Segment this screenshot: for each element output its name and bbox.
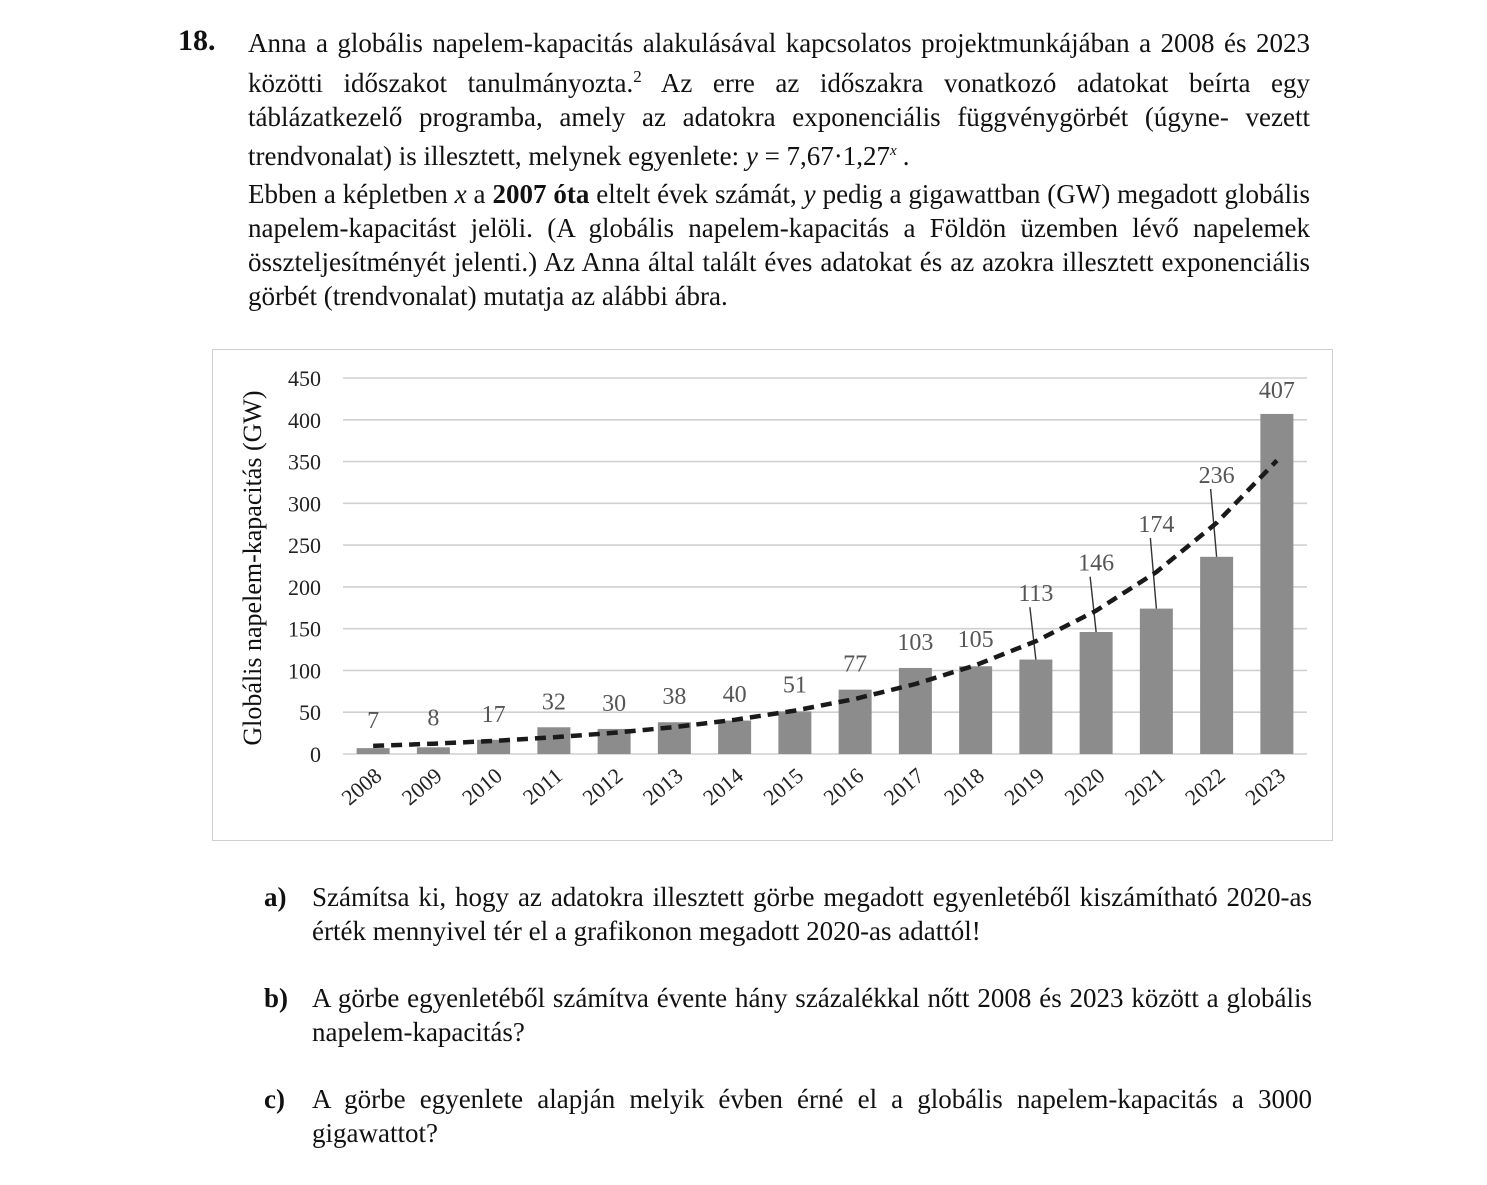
y-tick-label: 350 (288, 449, 321, 475)
formula-exponent: x (890, 143, 897, 159)
bar-2021 (1140, 609, 1173, 754)
x-tick-label: 2011 (517, 762, 568, 810)
problem-intro (248, 26, 1310, 313)
footnote-marker: 2 (633, 67, 642, 86)
bar-2018 (959, 666, 992, 754)
leader-layer (1030, 489, 1217, 660)
intro-paragraph-1 (248, 26, 1310, 173)
x-tick-label: 2009 (396, 762, 447, 811)
x-tick-label: 2015 (758, 762, 809, 811)
p2-text-b: a (466, 179, 493, 209)
data-label: 30 (602, 690, 627, 717)
x-tick-label: 2010 (457, 762, 507, 811)
x-tick-label: 2019 (999, 762, 1050, 811)
p2-text-d: pedig a gigawattban (GW) megadott globális napelem-kapacitást jelöli. (A globális napelem-kapacitás a Földön üzemben lévő napelemek összteljesítményét jelenti.) Az Anna által talált éves adatokat és az azokra illesztett exponenciális görbét (trendvonalat) mutatja az alábbi ábra. (248, 179, 1310, 311)
p2-x: x (454, 179, 467, 209)
data-label: 51 (782, 672, 807, 699)
y-tick-label: 0 (310, 742, 321, 767)
question-b-text: A görbe egyenletéből számítva évente hány százalékkal nőtt 2008 és 2023 között a globális napelem-kapacitás? (312, 983, 1312, 1047)
data-label: 146 (1078, 550, 1115, 577)
data-label: 105 (957, 627, 994, 654)
x-tick-label: 2014 (698, 762, 748, 811)
label-leader-2019 (1030, 607, 1036, 659)
question-c (264, 1082, 1312, 1150)
intro-line-1: Anna a globális napelem-kapacitás alakulásával kapcsolatos projektmunkájában a 2008 (248, 28, 1215, 58)
bar-2023 (1260, 414, 1293, 754)
y-tick-label: 150 (288, 616, 321, 642)
x-tick-label: 2023 (1240, 762, 1291, 811)
question-a-text: Számítsa ki, hogy az adatokra illesztett görbe megadott egyenletéből kiszámítható 2020-as érték mennyivel tér el a grafikonon megadott 2020-as adattól! (312, 882, 1312, 946)
intro-line-4: vezett trendvonalat) is illesztett, melynek egyenlete: (248, 102, 1311, 171)
data-label: 32 (541, 689, 566, 716)
data-label: 40 (722, 681, 747, 708)
data-label: 17 (481, 701, 506, 728)
data-label: 174 (1138, 512, 1175, 539)
problem-number: 18. (178, 24, 216, 57)
x-tick-label: 2016 (818, 762, 869, 811)
bar-2014 (718, 721, 751, 754)
data-label: 77 (843, 651, 868, 678)
p2-bold: 2007 óta (492, 179, 590, 209)
question-b-label: b) (264, 983, 289, 1013)
formula-end: . (902, 141, 910, 171)
data-label: 8 (427, 705, 440, 732)
p2-text-c: eltelt évek számát, (589, 179, 804, 209)
x-tick-label: 2012 (577, 762, 628, 811)
label-leader-2020 (1090, 577, 1096, 632)
y-tick-label: 200 (288, 574, 321, 600)
y-tick-label: 250 (288, 533, 321, 559)
x-tick-label: 2013 (637, 762, 688, 811)
bar-2009 (417, 747, 450, 754)
chart-frame (212, 349, 1333, 841)
question-c-text: A görbe egyenlete alapján melyik évben érné el a globális napelem-kapacitás a 3000 gigawattot? (312, 1084, 1312, 1148)
data-label: 407 (1258, 377, 1295, 404)
bar-2008 (357, 748, 390, 754)
bar-2020 (1080, 632, 1113, 754)
x-tick-label: 2020 (1059, 762, 1110, 811)
formula-lhs: y (745, 141, 758, 171)
y-tick-label: 450 (288, 366, 321, 391)
question-c-label: c) (264, 1084, 285, 1114)
data-label: 38 (662, 684, 687, 711)
bar-2022 (1200, 557, 1233, 754)
y-tick-label: 400 (288, 407, 321, 433)
x-tick-label: 2022 (1180, 762, 1230, 811)
bar-2011 (537, 727, 570, 754)
question-list (264, 880, 1312, 1183)
formula-body: = 7,67·1,27 (757, 141, 891, 171)
y-tick-label: 300 (288, 491, 321, 517)
intro-line-2b: Az erre az időszakra vonatkozó adatokat beírta (641, 68, 1251, 98)
y-tick-label: 50 (299, 700, 321, 726)
y-tick-layer (288, 366, 321, 767)
data-label: 236 (1198, 462, 1235, 489)
data-label: 7 (367, 707, 380, 734)
p2-y: y (803, 179, 816, 209)
question-a-label: a) (264, 882, 287, 912)
capacity-chart (213, 350, 1334, 842)
x-tick-label: 2018 (939, 762, 989, 811)
intro-line-2a: és 2023 közötti időszakot tanulmányozta. (248, 28, 1311, 98)
data-label: 113 (1018, 581, 1054, 608)
x-tick-layer (337, 763, 1291, 810)
y-axis-label: Globális napelem-kapacitás (GW) (238, 390, 267, 746)
x-tick-label: 2017 (878, 762, 929, 811)
intro-paragraph-2 (248, 177, 1310, 313)
x-tick-label: 2021 (1119, 762, 1170, 811)
data-label: 103 (897, 629, 934, 656)
intro-line-3: egy táblázatkezelő programba, amely az adatokra exponenciális függvénygörbét (úgyne- (248, 68, 1310, 132)
question-a (264, 880, 1312, 948)
y-tick-label: 100 (288, 658, 321, 684)
bar-2015 (778, 711, 811, 754)
p2-text-a: Ebben a képletben (248, 179, 455, 209)
x-tick-label: 2008 (336, 762, 387, 811)
question-b (264, 981, 1312, 1049)
bar-2019 (1019, 660, 1052, 754)
